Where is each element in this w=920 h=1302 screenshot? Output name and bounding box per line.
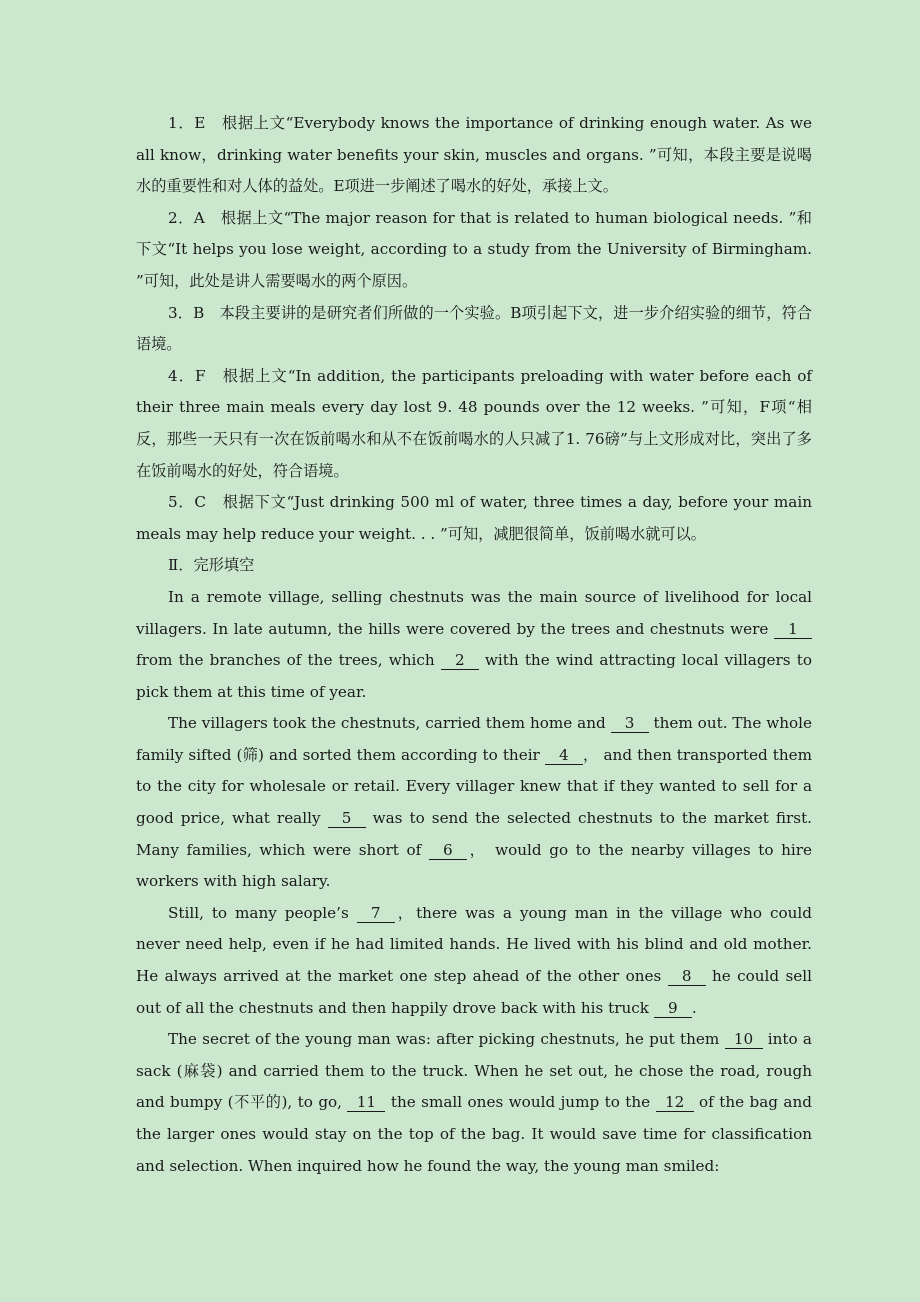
blank-12: 12 <box>656 1093 694 1112</box>
blank-1: 1 <box>774 620 812 639</box>
answer-number: 3．B <box>168 303 205 322</box>
passage-text: The secret of the young man was: after picking chestnuts, he put them <box>168 1030 725 1049</box>
passage-text: with the wind attracting local villagers to pick them at this time of year. <box>136 651 812 701</box>
section-title: Ⅱ．完形填空 <box>168 556 255 575</box>
answer-2 <box>136 203 812 298</box>
answer-explanation: 根据上文“Everybody knows the importance of drinking enough water. As we all know，drinking water benefits your skin, muscles and organs. ”可知，本段主要是说喝水的重要性和对人体的益处。E项进一步阐述了喝水的好处，承接上文。 <box>136 114 813 196</box>
answer-explanation: 本段主要讲的是研究者们所做的一个实验。B项引起下文，进一步介绍实验的细节，符合语境。 <box>136 303 812 354</box>
passage-text: ， would go to the nearby villages to hire workers with high salary. <box>136 840 813 891</box>
passage-text: The villagers took the chestnuts, carried them home and <box>168 714 611 733</box>
passage-paragraph-3 <box>136 898 812 1024</box>
passage-text: from the branches of the trees, which <box>136 651 441 670</box>
passage-text: . <box>691 998 697 1017</box>
blank-9: 9 <box>654 999 692 1018</box>
answer-number: 2．A <box>168 208 205 227</box>
passage-text: into a sack (麻袋) and carried them to the truck. When he set out, he chose the road, rough and bumpy (不平的), to go, <box>136 1030 812 1112</box>
passage-text: ， and then transported them to the city for wholesale or retail. Every villager knew that if they wanted to sell for a good price, what really <box>136 745 812 828</box>
blank-11: 11 <box>347 1093 385 1112</box>
passage-text: Still, to many people’s <box>168 903 357 922</box>
answer-number: 4．F <box>168 366 206 385</box>
blank-3: 3 <box>611 714 649 733</box>
passage-paragraph-4 <box>136 1024 812 1182</box>
blank-7: 7 <box>357 904 395 923</box>
answer-1 <box>136 108 812 203</box>
passage-text: he could sell out of all the chestnuts and then happily drove back with his truck <box>136 967 812 1017</box>
answer-number: 1．E <box>168 114 206 132</box>
passage-text: In a remote village, selling chestnuts was the main source of livelihood for local villagers. In late autumn, the hills were covered by the trees and chestnuts were <box>136 587 812 638</box>
passage-text: ，there was a young man in the village who could never need help, even if he had limited hands. He lived with his blind and old mother. He always arrived at the market one step ahead of the other ones <box>136 903 812 986</box>
answer-3 <box>136 298 812 361</box>
answer-explanation: 根据上文“The major reason for that is related to human biological needs. ”和下文“It helps you lose weight, according to a study from the University of Birmingham. ”可知，此处是讲人需要喝水的两个原因。 <box>136 208 812 290</box>
answer-number: 5．C <box>168 493 206 512</box>
blank-5: 5 <box>328 809 366 828</box>
passage-text: them out. The whole family sifted (筛) and sorted them according to their <box>136 714 812 764</box>
document-page <box>136 108 812 1182</box>
blank-2: 2 <box>441 651 479 670</box>
blank-8: 8 <box>668 967 706 986</box>
passage-text: was to send the selected chestnuts to the market first. Many families, which were short of <box>136 809 812 859</box>
blank-6: 6 <box>429 841 467 860</box>
answer-4 <box>136 361 812 487</box>
answer-explanation: 根据下文“Just drinking 500 ml of water, three times a day, before your main meals may help reduce your weight. . . ”可知，减肥很简单，饭前喝水就可以。 <box>136 493 812 543</box>
blank-10: 10 <box>725 1030 763 1049</box>
answer-explanation: 根据上文“In addition, the participants preloading with water before each of their three main meals every day lost 9. 48 pounds over the 12 weeks. ”可知，F项“相反，那些一天只有一次在饭前喝水和从不在饭前喝水的人只减了1. 76磅”与上文形成对比，突出了多在饭前喝水的好处，符合语境。 <box>136 366 813 480</box>
passage-text: of the bag and the larger ones would stay on the top of the bag. It would save time for classification and selection. When inquired how he found the way, the young man smiled: <box>136 1093 812 1175</box>
passage-paragraph-2 <box>136 708 812 898</box>
passage-text: the small ones would jump to the <box>385 1093 656 1112</box>
blank-4: 4 <box>545 746 583 765</box>
answer-5 <box>136 487 812 550</box>
passage-paragraph-1 <box>136 582 812 708</box>
